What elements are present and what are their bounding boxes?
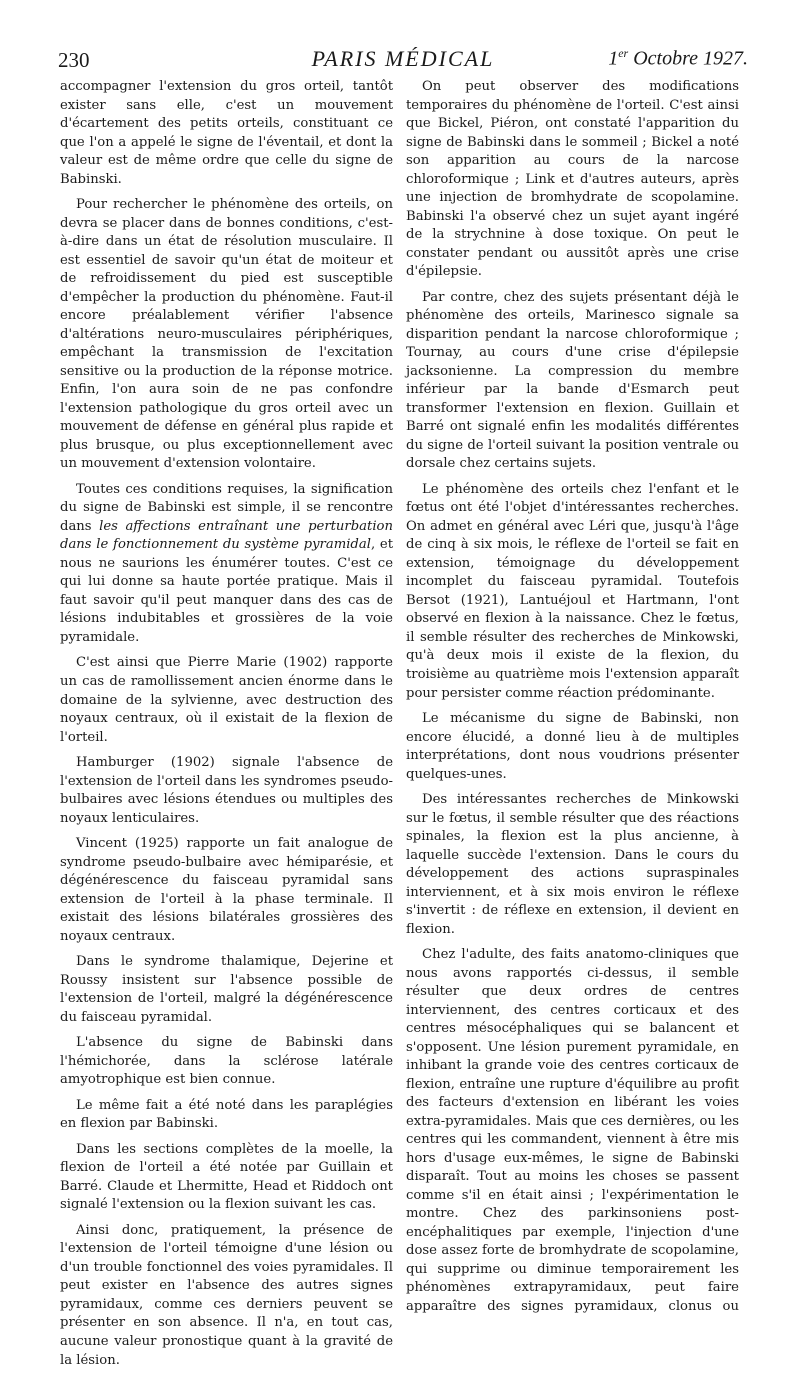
issue-date-rest: Octobre 1927. [628,47,748,70]
paragraph [60,481,393,648]
left-column [60,78,393,1377]
paragraph: C'est ainsi que Pierre Marie (1902) rapporte un cas de ramollissement ancien énorme dans le domaine de la sylvienne, avec destruction des noyaux centraux, où il existait de la flexion de l'orteil. [60,655,393,745]
paragraph: Le phénomène des orteils chez l'enfant et le fœtus ont été l'objet d'intéressantes recherches. On admet en général avec Léri que, jusqu'à l'âge de cinq à six mois, le réflexe de l'orteil se fait en extension, témoignage du développement incomplet du faisceau pyramidal. Toutefois Bersot (1921), Lantuéjoul et Hartmann, l'ont observé en flexion à la naissance. Chez le fœtus, il semble résulter des recherches de Minkowski, qu'à deux mois il existe de la flexion, du troisième au quatrième mois l'extension apparaît pour persister comme réaction prédominante. [406,481,739,701]
paragraph: Dans le syndrome thalamique, Dejerine et Roussy insistent sur l'absence possible de l'extension de l'orteil, malgré la dégénérescence du faisceau pyramidal. [60,954,393,1025]
paragraph-text: Toutes ces conditions requises, la signification du signe de Babinski est simple, il se rencontre dans [60,481,393,534]
paragraph-emphasis: les affections entraînant une perturbation dans le fonctionnement du système pyramidal [60,518,393,553]
paragraph: On peut observer des modifications temporaires du phénomène de l'orteil. C'est ainsi que Bickel, Piéron, ont constaté l'apparition du signe de Babinski dans le sommeil ; Bickel a noté son apparition au cours de la narcose chloroformique ; Link et d'autres auteurs, après une injection de bromhydrate de scopolamine. Babinski l'a observé chez un sujet ayant ingéré de la strychnine à dose toxique. On peut le constater pendant ou aussitôt après une crise d'épilepsie. [406,79,739,280]
paragraph: Des intéressantes recherches de Minkowski sur le fœtus, il semble résulter que des réactions spinales, la flexion est la plus ancienne, à laquelle succède l'extension. Dans le cours du développement des actions supraspinales interviennent, et à six mois environ le réflexe s'invertit : de réflexe en extension, il devient en flexion. [406,792,739,937]
issue-date [608,46,748,71]
paragraph: Par contre, chez des sujets présentant déjà le phénomène des orteils, Marinesco signale sa disparition pendant la narcose chloroformique ; Tournay, au cours d'une crise d'épilepsie jacksonienne. La compression du membre inférieur par la bande d'Esmarch peut transformer l'extension en flexion. Guillain et Barré ont signalé enfin les modalités différentes du signe de l'orteil suivant la position ventrale ou dorsale chez certains sujets. [406,289,739,472]
journal-title: PARIS MÉDICAL [311,46,495,71]
paragraph: accompagner l'extension du gros orteil, tantôt exister sans elle, c'est un mouvement d'écartement des petits orteils, constituant ce que l'on a appelé le signe de l'éventail, et dont la valeur est de même ordre que celle du signe de Babinski. [60,79,393,187]
paragraph: Ainsi donc, pratiquement, la présence de l'extension de l'orteil témoigne d'une lésion ou d'un trouble fonctionnel des voies pyramidales. Il peut exister en l'absence des autres signes pyramidaux, comme ces derniers peuvent se présenter en son absence. Il n'a, en tout cas, aucune valeur pronostique quant à la gravité de la lésion. [60,1222,393,1368]
page-number: 230 [58,48,90,72]
paragraph-text: , et nous ne saurions les énumérer toutes. C'est ce qui lui donne sa haute portée pratique. Mais il faut savoir qu'il peut manquer dans des cas de lésions indubitables et grossières de la voie pyramidale. [60,537,394,645]
paragraph: Hamburger (1902) signale l'absence de l'extension de l'orteil dans les syndromes pseudo-bulbaires avec lésions étendues ou multiples des noyaux lenticulaires. [60,755,393,826]
issue-date-day: 1 [608,47,619,70]
right-column [406,78,739,1324]
paragraph: Le même fait a été noté dans les paraplégies en flexion par Babinski. [60,1097,393,1132]
paragraph: Pour rechercher le phénomène des orteils, on devra se placer dans de bonnes conditions, c'est-à-dire dans un état de résolution musculaire. Il est essentiel de savoir qu'un état de moiteur et de refroidissement du pied est susceptible d'empêcher la production du phénomène. Faut-il encore préalablement vérifier l'absence d'altérations neuro-musculaires périphériques, empêchant la transmission de l'excitation sensitive ou la production de la réponse motrice. Enfin, l'on aura soin de ne pas confondre l'extension pathologique du gros orteil avec un mouvement de défense en général plus rapide et plus brusque, ou plus exceptionnellement avec un mouvement d'extension volontaire. [60,197,393,472]
page-header [58,44,748,74]
paragraph: Chez l'adulte, des faits anatomo-cliniques que nous avons rapportés ci-dessus, il semble résulter que deux ordres de centres interviennent, des centres corticaux et des centres mésocéphaliques qui se balancent et s'opposent. Une lésion purement pyramidale, en inhibant la grande voie des centres corticaux de flexion, entraîne une rupture d'équilibre au profit des facteurs d'extension en libérant les voies extra-pyramidales. Mais que ces dernières, ou les centres qui les commandent, viennent à être mis hors d'usage eux-mêmes, le signe de Babinski disparaît. Tout au moins les choses se passent comme s'il en était ainsi ; l'expérimentation le montre. Chez des parkinsoniens post-encéphalitiques par exemple, l'injection d'une dose assez forte de bromhydrate de scopolamine, qui supprime ou diminue temporairement les phénomènes extrapyramidaux, peut faire apparaître des signes pyramidaux, clonus ou [406,947,739,1314]
paragraph: Dans les sections complètes de la moelle, la flexion de l'orteil a été notée par Guillain et Barré. Claude et Lhermitte, Head et Riddoch ont signalé l'extension ou la flexion suivant les cas. [60,1141,393,1213]
issue-date-ordinal: er [618,46,629,60]
paragraph: Vincent (1925) rapporte un fait analogue de syndrome pseudo-bulbaire avec hémiparésie, et dégénérescence du faisceau pyramidal sans extension de l'orteil à la phase terminale. Il existait des lésions bilatérales grossières des noyaux centraux. [60,836,393,944]
paragraph: Le mécanisme du signe de Babinski, non encore élucidé, a donné lieu à de multiples interprétations, dont nous voudrions présenter quelques-unes. [406,711,739,782]
paragraph: L'absence du signe de Babinski dans l'hémichorée, dans la sclérose latérale amyotrophique est bien connue. [60,1035,393,1088]
